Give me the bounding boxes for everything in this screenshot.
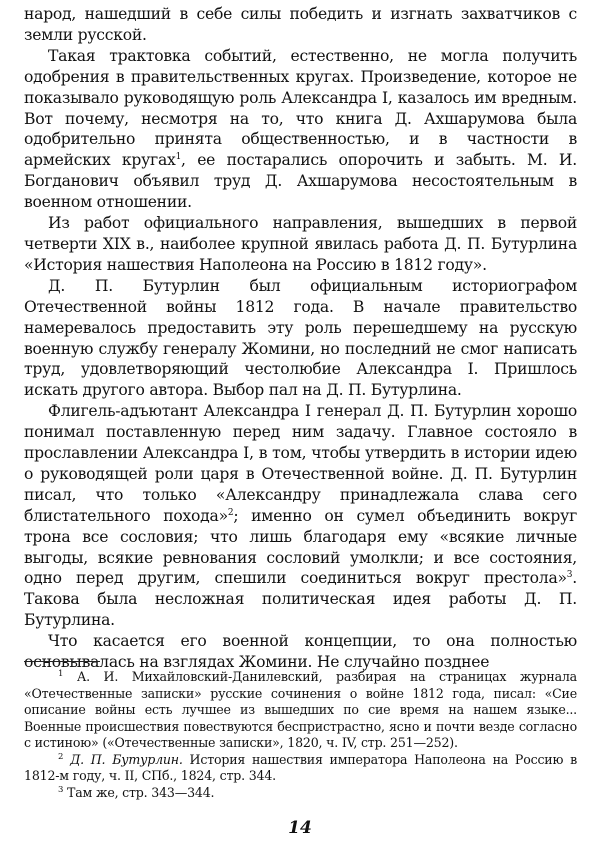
paragraph-text: Флигель-адъютант Александра I генерал Д. П. Бутурлин хорошо понимал поставленную перед ним задачу. Главное состояло в прославлении Александра I, в том, чтобы утвердить в истории идею о руководящей роли царя в Отечественной войне. Д. П. Бутурлин писал, что только «Александру принадлежала слава сего блистательного похода» [24, 402, 577, 525]
paragraph-3 [24, 213, 577, 276]
footnote-text: Там же, стр. 343—344. [67, 784, 215, 800]
paragraph-text: . Такова была несложная политическая идея работы Д. П. Бутурлина. [24, 569, 577, 630]
paragraph-text: Что касается его военной концепции, то она полностью основывалась на взглядах Жомини. Не случайно позднее [24, 632, 577, 672]
paragraph-4 [24, 276, 577, 401]
footnote-number: 3 [58, 784, 64, 795]
paragraph-text: ; именно он сумел объединить вокруг трона все сословия; что лишь благодаря ему «всякие личные выгоды, всякие ревнования сословий умолкли; и все состояния, одно перед другим, спешили соединиться вокруг престола» [24, 506, 578, 588]
footnote-text: А. И. Михайловский-Данилевский, разбирая на страницах журнала «Отечественные записки» русские сочинения о войне 1812 года, писал: «Сие описание войны есть лучшее из вышедших по сие время на нашем языке... Военные происшествия повествуются беспристрастно, ясно и почти везде согласно с истиною» («Отечественные записки», 1820, ч. IV, стр. 251—252). [24, 669, 577, 750]
paragraph-2 [24, 46, 577, 213]
page-number: 14 [288, 818, 312, 838]
paragraph-text: народ, нашедший в себе силы победить и изгнать захватчиков с земли русской. [24, 5, 577, 44]
paragraph-1 [24, 4, 577, 46]
paragraph-6 [24, 631, 577, 673]
footnote-ref: 1 [175, 152, 182, 163]
footnotes [24, 669, 577, 801]
page-body [24, 4, 577, 673]
footnote-ref: 2 [227, 507, 234, 518]
footnote-ref: 3 [566, 570, 573, 581]
footnote-author: Д. П. Бутурлин. [70, 751, 183, 767]
paragraph-text: , ее постарались опорочить и забыть. М. И. Богданович объявил труд Д. Ахшарумова несостоятельным в военном отношении. [24, 151, 577, 212]
footnote-number: 1 [58, 669, 64, 679]
footnote-divider [24, 661, 100, 662]
footnote-1 [24, 669, 577, 752]
footnote-3 [24, 785, 577, 802]
paragraph-text: Из работ официального направления, вышедших в первой четверти XIX в., наиболее крупной явилась работа Д. П. Бутурлина «История нашествия Наполеона на Россию в 1812 году». [24, 214, 577, 274]
paragraph-text: Д. П. Бутурлин был официальным историографом Отечественной войны 1812 года. В начале правительство намеревалось предоставить эту роль перешедшему на русскую военную службу генералу Жомини, но последний не смог написать труд, удовлетворяющий честолюбие Александра I. Пришлось искать другого автора. Выбор пал на Д. П. Бутурлина. [24, 276, 577, 400]
footnote-text: История нашествия императора Наполеона на Россию в 1812-м году, ч. II, СПб., 1824, стр. 344. [24, 751, 577, 783]
paragraph-text: Такая трактовка событий, естественно, не могла получить одобрения в правительственных кругах. Произведение, которое не показывало руководящую роль Александра I, казалось им вредным. Вот почему, несмотря на то, что книга Д. Ахшарумова была одобрительно принята общественностью, и в частности в армейских кругах [24, 46, 577, 170]
paragraph-5 [24, 401, 577, 631]
footnote-number: 2 [58, 751, 64, 762]
footnote-2 [24, 752, 577, 785]
